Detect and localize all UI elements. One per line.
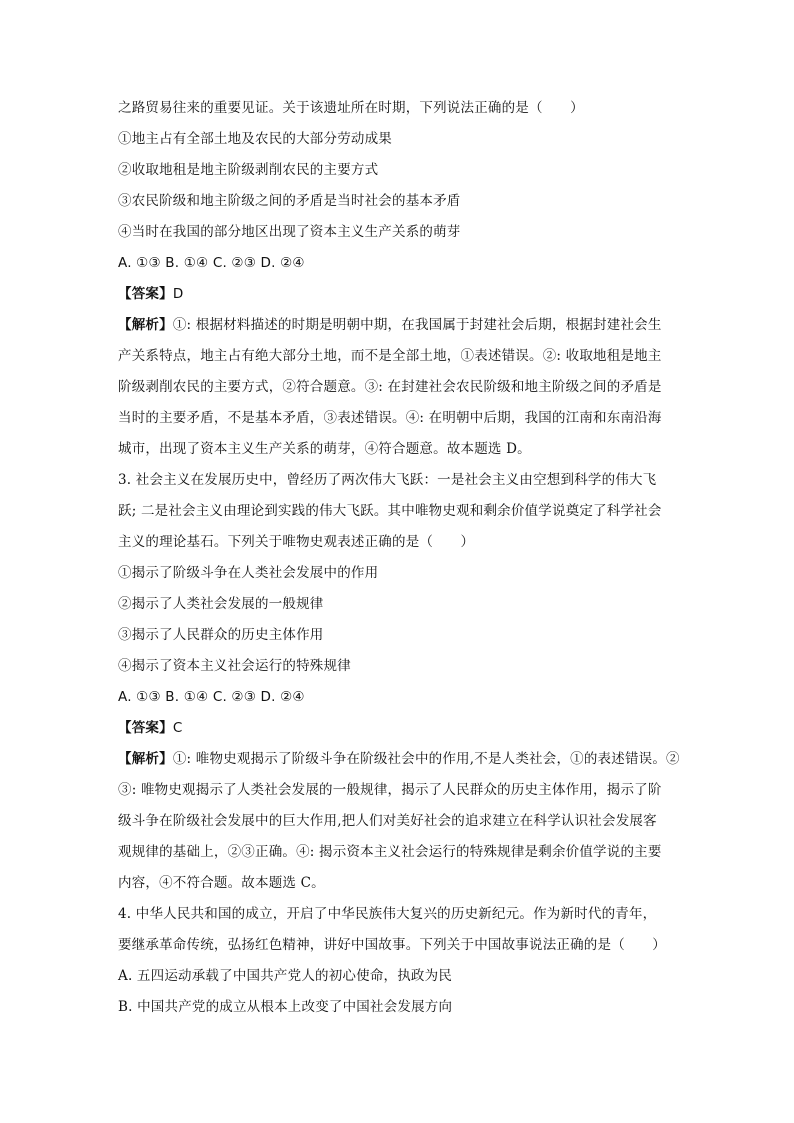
q2-item-2: ②收取地租是地主阶级剥削农民的主要方式	[118, 162, 379, 178]
q3-item-2: ②揭示了人类社会发展的一般规律	[118, 596, 324, 612]
q2-analysis-line-5: 城市，出现了资本主义生产关系的萌芽，④符合题意。故本题选 D。	[118, 441, 531, 457]
q4-option-a: A. 五四运动承载了中国共产党人的初心使命，执政为民	[118, 968, 453, 984]
q2-analysis-line-4: 当时的主要矛盾，不是基本矛盾，③表述错误。④: 在明朝中后期，我国的江南和东南沿海	[118, 410, 662, 426]
answer-label: 【答案】	[118, 720, 173, 736]
q3-item-1: ①揭示了阶级斗争在人类社会发展中的作用	[118, 565, 379, 581]
q2-stem-tail: 之路贸易往来的重要见证。关于该遗址所在时期，下列说法正确的是（ ）	[118, 100, 584, 116]
analysis-label: 【解析】	[118, 317, 173, 333]
q4-option-b: B. 中国共产党的成立从根本上改变了中国社会发展方向	[118, 999, 453, 1015]
answer-value: C	[172, 720, 183, 736]
q3-stem-line-3: 主义的理论基石。下列关于唯物史观表述正确的是（ ）	[118, 534, 475, 550]
q3-options: A. ①③ B. ①④ C. ②③ D. ②④	[118, 689, 305, 705]
q2-analysis-line-3: 阶级剥削农民的主要方式，②符合题意。③: 在封建社会农民阶级和地主阶级之间的矛盾是	[118, 379, 662, 395]
q3-analysis-line-3: 级斗争在阶级社会发展中的巨大作用,把人们对美好社会的追求建立在科学认识社会发展客	[118, 813, 657, 829]
q3-stem-line-1: 3. 社会主义在发展历史中，曾经历了两次伟大飞跃：一是社会主义由空想到科学的伟大飞	[118, 472, 657, 488]
q2-item-3: ③农民阶级和地主阶级之间的矛盾是当时社会的基本矛盾	[118, 193, 461, 209]
q3-stem-line-2: 跃; 二是社会主义由理论到实践的伟大飞跃。其中唯物史观和剩余价值学说奠定了科学社会	[118, 503, 662, 519]
analysis-text: ①: 根据材料描述的时期是明朝中期，在我国属于封建社会后期，根据封建社会生	[172, 317, 662, 333]
q4-stem-line-1: 4. 中华人民共和国的成立，开启了中华民族伟大复兴的历史新纪元。作为新时代的青年，	[118, 906, 657, 922]
page-content	[118, 98, 678, 1028]
answer-label: 【答案】	[118, 286, 173, 302]
answer-value: D	[172, 286, 184, 302]
q2-analysis-line-2: 产关系特点，地主占有绝大部分土地，而不是全部土地，①表述错误。②: 收取地租是地主	[118, 348, 662, 364]
q3-item-3: ③揭示了人民群众的历史主体作用	[118, 627, 324, 643]
q3-answer	[118, 718, 678, 738]
q3-analysis-line-5: 内容，④不符合题。故本题选 C。	[118, 875, 325, 891]
q4-stem-line-2: 要继承革命传统，弘扬红色精神，讲好中国故事。下列关于中国故事说法正确的是（ ）	[118, 937, 666, 953]
q3-analysis-line-2: ③: 唯物史观揭示了人类社会发展的一般规律，揭示了人民群众的历史主体作用，揭示了阶	[118, 782, 662, 798]
q3-analysis-line-4: 观规律的基础上，②③正确。④: 揭示资本主义社会运行的特殊规律是剩余价值学说的主要	[118, 844, 662, 860]
q3-analysis-line-1	[118, 749, 678, 769]
q2-options: A. ①③ B. ①④ C. ②③ D. ②④	[118, 255, 305, 271]
q2-analysis-line-1	[118, 315, 678, 335]
analysis-label: 【解析】	[118, 751, 173, 767]
q2-item-1: ①地主占有全部土地及农民的大部分劳动成果	[118, 131, 392, 147]
q3-item-4: ④揭示了资本主义社会运行的特殊规律	[118, 658, 351, 674]
analysis-text: ①: 唯物史观揭示了阶级斗争在阶级社会中的作用,不是人类社会，①的表述错误。②	[172, 751, 680, 767]
q2-item-4: ④当时在我国的部分地区出现了资本主义生产关系的萌芽	[118, 224, 461, 240]
q2-answer	[118, 284, 678, 304]
